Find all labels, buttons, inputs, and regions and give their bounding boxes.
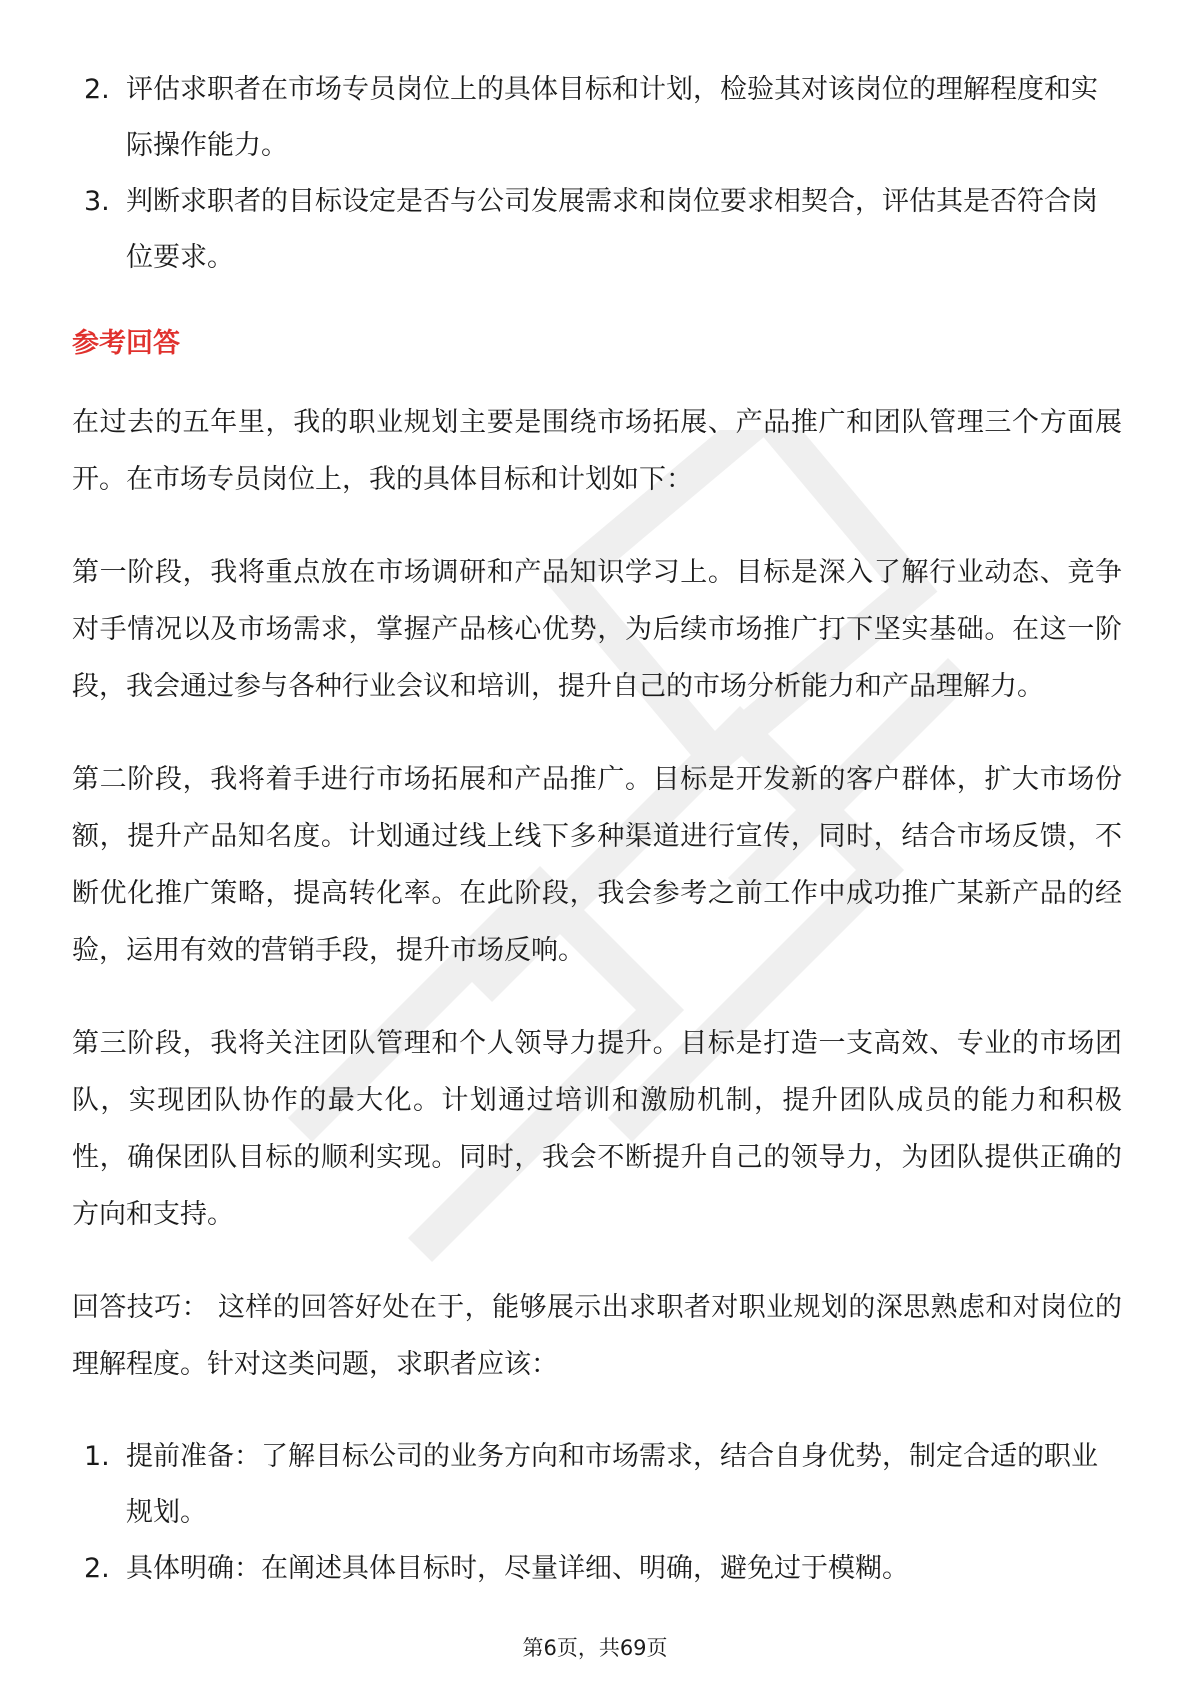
- list-number: 1.: [84, 1441, 110, 1472]
- paragraph: 在过去的五年里，我的职业规划主要是围绕市场拓展、产品推广和团队管理三个方面展开。在市场专员岗位上，我的具体目标和计划如下：: [72, 407, 1122, 495]
- list-number: 2.: [84, 74, 110, 105]
- criteria-list: [72, 62, 1122, 286]
- paragraph: 回答技巧： 这样的回答好处在于，能够展示出求职者对职业规划的深思熟虑和对岗位的理解程度。针对这类问题，求职者应该：: [72, 1292, 1122, 1380]
- paragraph: 第一阶段，我将重点放在市场调研和产品知识学习上。目标是深入了解行业动态、竞争对手情况以及市场需求，掌握产品核心优势，为后续市场推广打下坚实基础。在这一阶段，我会通过参与各种行业会议和培训，提升自己的市场分析能力和产品理解力。: [72, 557, 1122, 702]
- paragraph: 第二阶段，我将着手进行市场拓展和产品推广。目标是开发新的客户群体，扩大市场份额，提升产品知名度。计划通过线上线下多种渠道进行宣传，同时，结合市场反馈，不断优化推广策略，提高转化率。在此阶段，我会参考之前工作中成功推广某新产品的经验，运用有效的营销手段，提升市场反响。: [72, 764, 1122, 966]
- list-item: [72, 1429, 1122, 1541]
- paragraph: 第三阶段，我将关注团队管理和个人领导力提升。目标是打造一支高效、专业的市场团队，实现团队协作的最大化。计划通过培训和激励机制，提升团队成员的能力和积极性，确保团队目标的顺利实现。同时，我会不断提升自己的领导力，为团队提供正确的方向和支持。: [72, 1028, 1122, 1230]
- list-text: 评估求职者在市场专员岗位上的具体目标和计划，检验其对该岗位的理解程度和实际操作能力。: [126, 74, 1098, 161]
- list-text: 判断求职者的目标设定是否与公司发展需求和岗位要求相契合，评估其是否符合岗位要求。: [126, 186, 1098, 273]
- list-text: 具体明确：在阐述具体目标时，尽量详细、明确，避免过于模糊。: [126, 1553, 909, 1584]
- list-number: 2.: [84, 1553, 110, 1584]
- tips-list: [72, 1429, 1122, 1597]
- section-heading: 参考回答: [72, 328, 180, 359]
- list-text: 提前准备：了解目标公司的业务方向和市场需求，结合自身优势，制定合适的职业规划。: [126, 1441, 1098, 1528]
- list-item: [72, 1541, 1122, 1597]
- list-number: 3.: [84, 186, 110, 217]
- page-number-footer: 第6页，共69页: [522, 1636, 668, 1660]
- list-item: [72, 62, 1122, 174]
- document-page: [72, 62, 1122, 1597]
- list-item: [72, 174, 1122, 286]
